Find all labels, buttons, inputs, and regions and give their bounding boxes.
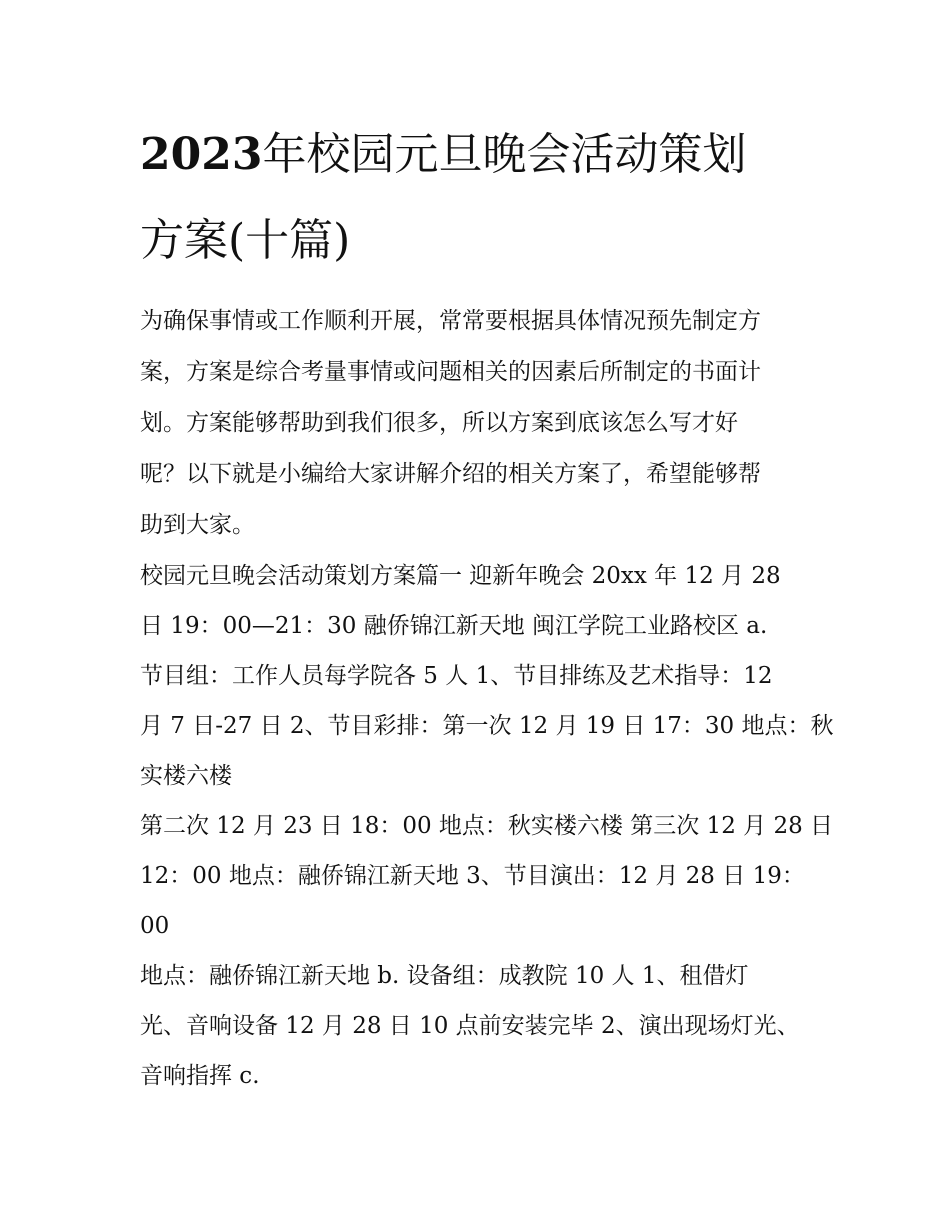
intro-line: 案，方案是综合考量事情或问题相关的因素后所制定的书面计 — [140, 359, 761, 385]
section-1-line: 月 7 日-27 日 2、节目彩排：第一次 12 月 19 日 17：30 地点：秋 — [140, 713, 834, 739]
section-3-line: 音响指挥 c. — [140, 1063, 260, 1089]
section-3-line: 地点：融侨锦江新天地 b. 设备组：成教院 10 人 1、租借灯 — [140, 963, 749, 989]
section-2-paragraph — [140, 801, 834, 951]
intro-line: 助到大家。 — [140, 512, 255, 538]
section-1-line: 实楼六楼 — [140, 763, 232, 789]
section-2-line: 00 — [140, 913, 170, 939]
document-title — [140, 112, 812, 284]
section-1-line: 校园元旦晚会活动策划方案篇一 迎新年晚会 20xx 年 12 月 28 — [140, 563, 781, 589]
section-2-line: 第二次 12 月 23 日 18：00 地点：秋实楼六楼 第三次 12 月 28 日 — [140, 813, 834, 839]
section-2-line: 12：00 地点：融侨锦江新天地 3、节目演出：12 月 28 日 19： — [140, 863, 805, 889]
title-line-1-text: 年校园元旦晚会活动策划 — [262, 129, 747, 180]
title-line-1 — [140, 112, 812, 198]
intro-line: 划。方案能够帮助到我们很多，所以方案到底该怎么写才好 — [140, 410, 738, 436]
intro-line: 为确保事情或工作顺利开展，常常要根据具体情况预先制定方 — [140, 308, 761, 334]
section-1-line: 节目组：工作人员每学院各 5 人 1、节目排练及艺术指导：12 — [140, 663, 773, 689]
intro-paragraph — [140, 296, 812, 551]
section-3-line: 光、音响设备 12 月 28 日 10 点前安装完毕 2、演出现场灯光、 — [140, 1013, 800, 1039]
title-line-2: 方案(十篇) — [140, 215, 351, 266]
intro-line: 呢？以下就是小编给大家讲解介绍的相关方案了，希望能够帮 — [140, 461, 761, 487]
document-page — [140, 112, 834, 1101]
title-year: 2023 — [140, 129, 263, 180]
section-1-line: 日 19：00—21：30 融侨锦江新天地 闽江学院工业路校区 a. — [140, 613, 768, 639]
section-1-paragraph — [140, 551, 834, 801]
section-3-paragraph — [140, 951, 812, 1101]
